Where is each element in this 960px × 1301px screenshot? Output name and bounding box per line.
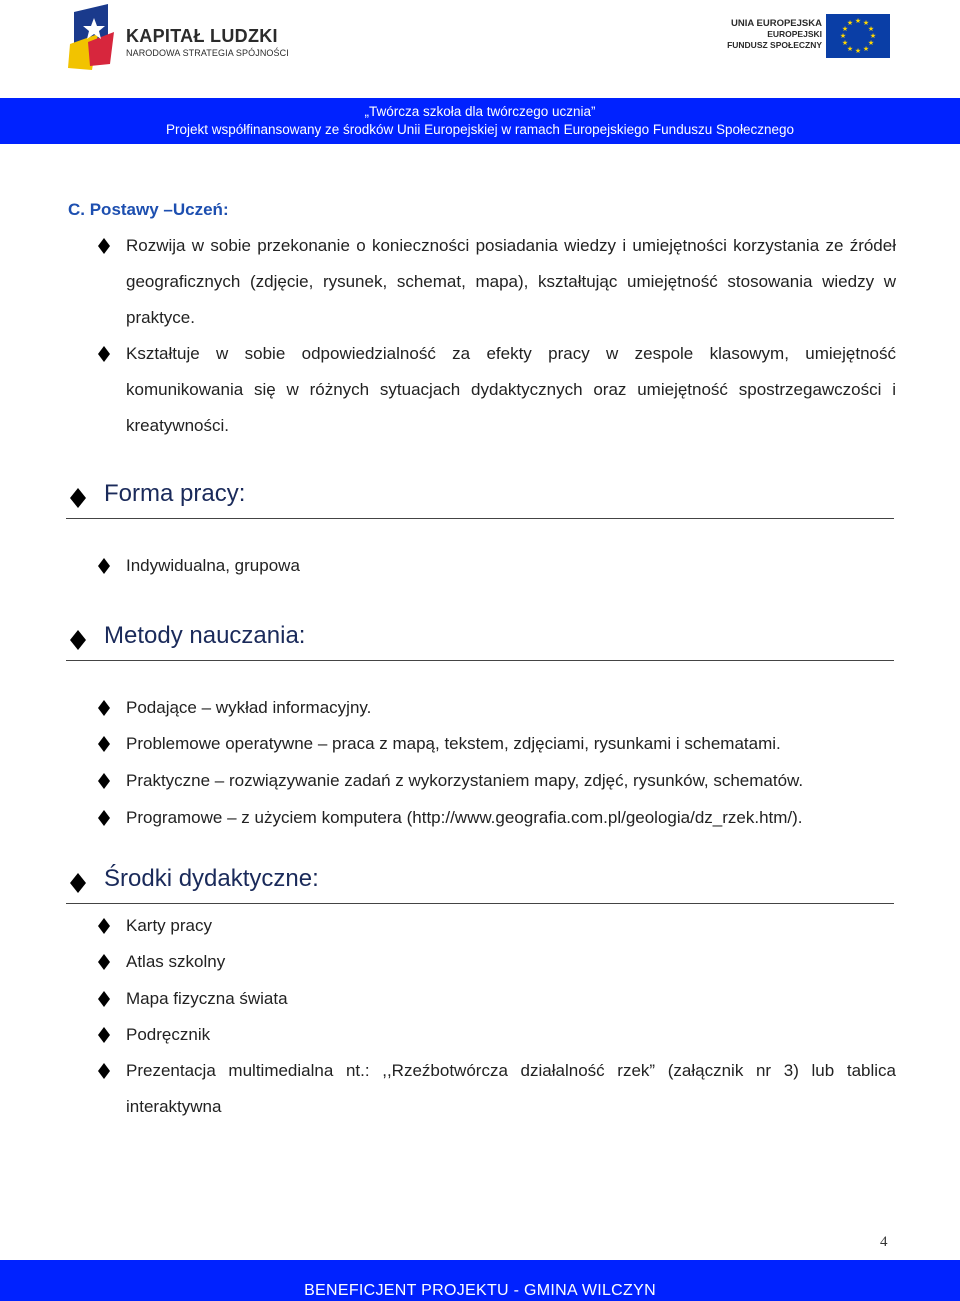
project-banner [0,98,960,144]
banner-cofinancing: Projekt współfinansowany ze środków Unii Europejskiej w ramach Europejskiego Funduszu Społecznego [165,122,795,137]
diamond-bullet-icon [98,700,110,716]
diamond-bullet-icon [98,954,110,970]
list-item-text: Karty pracy [126,916,212,935]
list-item-text: Podające – wykład informacyjny. [126,698,372,717]
svg-text:★: ★ [839,32,847,40]
svg-text:★: ★ [869,32,877,40]
document-header [0,0,960,98]
eu-logo-text [727,18,822,51]
svg-text:★: ★ [862,19,870,27]
diamond-bullet-icon [98,773,110,789]
list-item-text: Prezentacja multimedialna nt.: ,,Rzeźbotwórcza działalność rzek” (załącznik nr 3) lub tablica interaktywna [126,1061,896,1116]
list-item-text: Kształtuje w sobie odpowiedzialność za efekty pracy w zespole klasowym, umiejętność komunikowania się w różnych sytuacjach dydaktycznych oraz umiejętność spostrzegawczości i kreatywności. [126,344,896,435]
list-item-text: Praktyczne – rozwiązywanie zadań z wykorzystaniem mapy, zdjęć, rysunków, schematów. [126,771,804,790]
srodki-heading [66,863,894,904]
diamond-bullet-icon [70,873,86,893]
svg-text:★: ★ [854,47,862,55]
eu-line-3: FUNDUSZ SPOŁECZNY [727,40,822,50]
kapital-ludzki-title: KAPITAŁ LUDZKI [126,26,278,46]
eu-line-1: UNIA EUROPEJSKA [731,18,822,29]
diamond-bullet-icon [98,558,110,574]
section-c-title: C. Postawy –Uczeń: [68,200,229,219]
page-number: 4 [880,1234,888,1250]
svg-text:★: ★ [862,45,870,53]
diamond-bullet-icon [98,1027,110,1043]
beneficiary-text: BENEFICJENT PROJEKTU - GMINA WILCZYN [304,1282,656,1299]
svg-text:★: ★ [854,17,862,25]
svg-text:★: ★ [841,25,849,33]
eu-logo [726,14,896,62]
diamond-bullet-icon [70,488,86,508]
diamond-bullet-icon [98,810,110,826]
svg-text:★: ★ [867,39,875,47]
diamond-bullet-icon [98,346,110,362]
list-item-text: Atlas szkolny [126,952,226,971]
svg-text:★: ★ [841,39,849,47]
svg-text:★: ★ [846,19,854,27]
metody-heading [66,620,894,661]
list-item-text: Indywidualna, grupowa [126,556,300,575]
forma-title: Forma pracy: [104,480,246,507]
kapital-ludzki-subtitle: NARODOWA STRATEGIA SPÓJNOŚCI [126,48,289,58]
forma-heading [66,478,894,519]
list-item-text: Mapa fizyczna świata [126,989,288,1008]
list-item-text: Problemowe operatywne – praca z mapą, tekstem, zdjęciami, rysunkami i schematami. [126,734,781,753]
eu-line-2: EUROPEJSKI [767,29,822,39]
banner-slogan: „Twórcza szkoła dla twórczego ucznia” [364,104,596,119]
svg-text:★: ★ [867,25,875,33]
footer-banner [0,1260,960,1301]
diamond-bullet-icon [98,238,110,254]
srodki-title: Środki dydaktyczne: [104,865,319,892]
diamond-bullet-icon [70,630,86,650]
diamond-bullet-icon [98,736,110,752]
svg-text:★: ★ [846,45,854,53]
list-item-text: Podręcznik [126,1025,211,1044]
diamond-bullet-icon [98,991,110,1007]
diamond-bullet-icon [98,1063,110,1079]
kapital-ludzki-emblem-icon [68,4,116,72]
eu-flag-icon [826,14,890,58]
list-item-text: Rozwija w sobie przekonanie o konieczności posiadania wiedzy i umiejętności korzystania ze źródeł geograficznych (zdjęcie, rysunek, schemat, mapa), kształtując umiejętność stosowania wiedzy w praktyce. [126,236,896,327]
diamond-bullet-icon [98,918,110,934]
list-item-text: Programowe – z użyciem komputera (http://www.geografia.com.pl/geologia/dz_rzek.htm/). [126,808,803,827]
kapital-ludzki-logo [68,4,308,72]
metody-title: Metody nauczania: [104,622,306,649]
